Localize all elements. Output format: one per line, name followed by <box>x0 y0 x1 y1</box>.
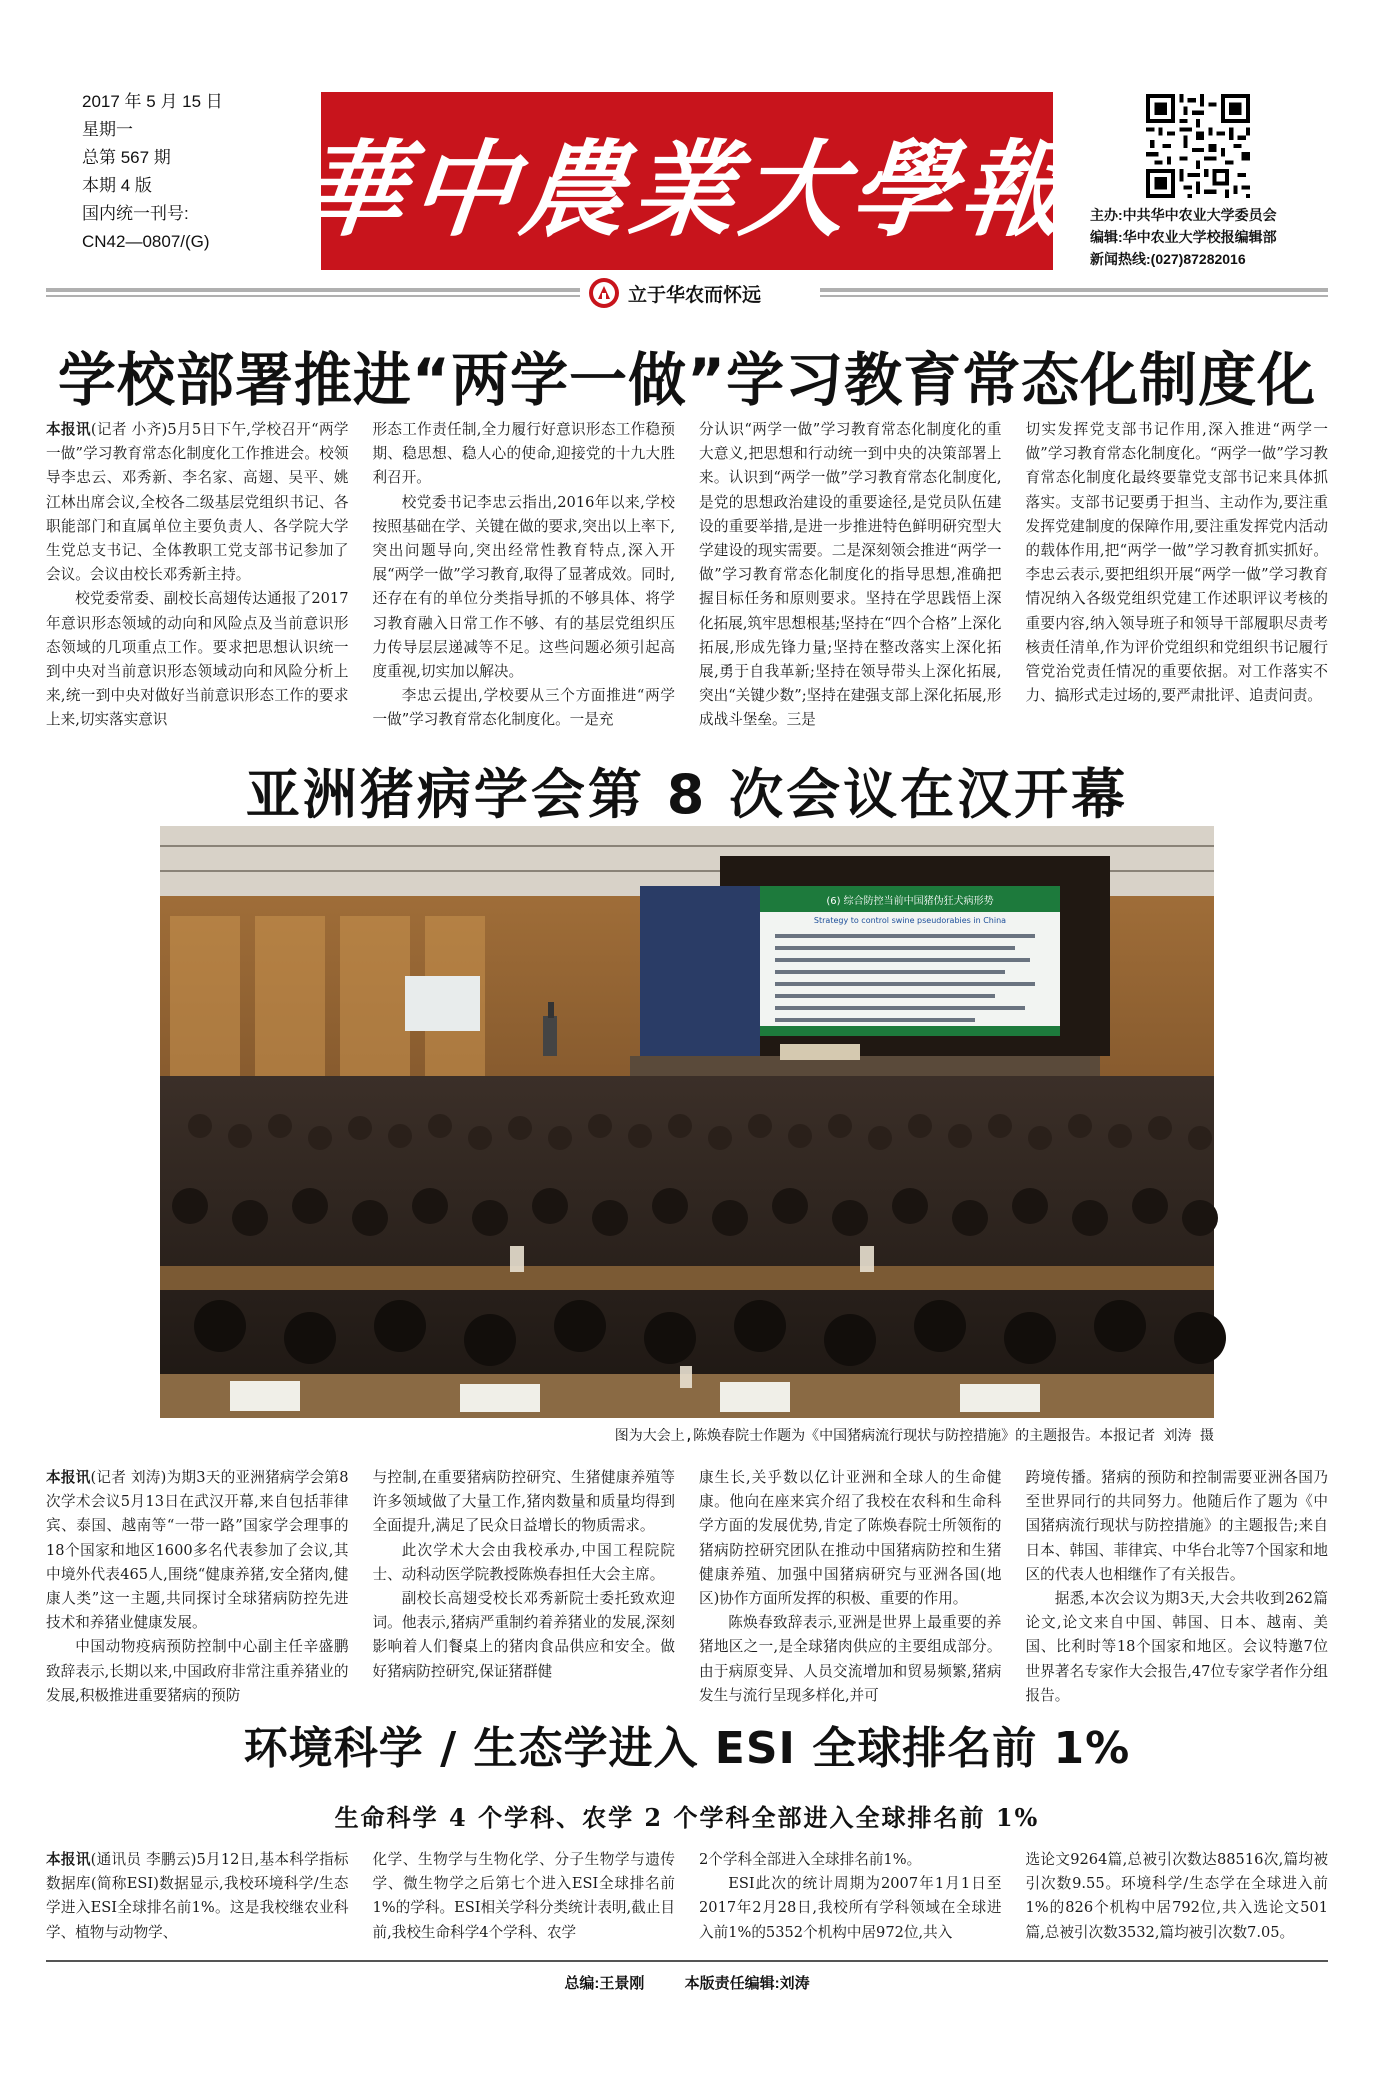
photo-caption: 图为大会上,陈焕春院士作题为《中国猪病流行现状与防控措施》的主题报告。本报记者 刘涛 摄 <box>614 1428 1214 1444</box>
article2-column-4 <box>1026 1466 1329 1708</box>
article2-paragraph: 跨境传播。猪病的预防和控制需要亚洲各国乃至世界同行的共同努力。他随后作了题为《中国猪病流行现状与防控措施》的主题报告;来自日本、韩国、菲律宾、中华台北等7个国家和地区的代表人也相继作了有关报告。 <box>1025 1469 1328 1583</box>
article2-column-2 <box>373 1466 676 1708</box>
article1-paragraph <box>46 418 349 587</box>
article3-column-1 <box>46 1848 349 1952</box>
article3-text: 5月12日,基本科学指标数据库(简称ESI)数据显示,我校环境科学/生态学进入ESI全球排名前1%。这是我校继农业科学、植物与动物学、 <box>46 1851 349 1941</box>
article1-column-4 <box>1026 418 1329 718</box>
qr-code-icon <box>1146 94 1250 198</box>
article2-paragraph: 副校长高翅受校长邓秀新院士委托致欢迎词。他表示,猪病严重制约着养猪业的发展,深刻影响着人们餐桌上的猪肉食品供应和安全。做好猪病防控研究,保证猪群健 <box>372 1590 675 1680</box>
article3-paragraph: 2个学科全部进入全球排名前1%。 <box>699 1851 922 1868</box>
university-emblem-icon <box>588 277 620 309</box>
logo-text: 華中農業大學報 <box>294 128 1078 251</box>
article2-paragraph: 据悉,本次会议为期3天,大会共收到262篇论文,论文来自中国、韩国、日本、越南、美国、比利时等18个国家和地区。会议特邀7位世界著名专家作大会报告,47位专家学者作分组报告。 <box>1025 1590 1328 1704</box>
article2-paragraph <box>46 1466 349 1635</box>
article3-headline: 环境科学 / 生态学进入 ESI 全球排名前 1% <box>243 1723 1131 1774</box>
article2-byline: (记者 刘涛) <box>90 1469 167 1486</box>
slide-subtitle: Strategy to control swine pseudorabies in China <box>813 916 1007 925</box>
footer-page-editor: 本版责任编辑:刘涛 <box>684 1975 810 1992</box>
article1-byline: (记者 小齐) <box>90 421 168 438</box>
article1-column-3 <box>699 418 1002 729</box>
article3-subheadline: 生命科学 4 个学科、农学 2 个学科全部进入全球排名前 1% <box>334 1803 1040 1832</box>
article3-paragraph: 选论文9264篇,总被引次数达88516次,篇均被引次数9.55。环境科学/生态学在全球进入前1%的826个机构中居792位,共入选论文501篇,总被引次数3532,篇均被引次数7.05。 <box>1025 1851 1328 1941</box>
conference-photo <box>160 826 1214 1418</box>
issue-total-number: 总第 567 期 <box>82 148 171 167</box>
article1-paragraph: 校党委书记李忠云指出,2016年以来,学校按照基础在学、关键在做的要求,突出以上率下,突出问题导向,突出经常性教育特点,深入开展“两学一做”学习教育,取得了显著成效。同时,还存在有的单位分类指导抓的不够具体、将学习教育融入日常工作不够、有的基层党组织压力传导层层递减等不足。这些问题必须引起高度重视,切实加以解决。 <box>372 493 675 681</box>
issue-info <box>82 88 302 256</box>
article3-column-4 <box>1026 1848 1329 1952</box>
article1-column-2 <box>372 418 676 729</box>
issue-cn-label: 国内统一刊号: <box>82 204 189 223</box>
article3-paragraph: ESI此次的统计周期为2007年1月1日至2017年2月28日,我校所有学科领域在全球进入前1%的5352个机构中居972位,共入 <box>699 1875 1002 1941</box>
newspaper-logo <box>294 92 1078 270</box>
publisher-editor: 编辑:华中农业大学校报编辑部 <box>1090 229 1277 245</box>
article1-headline: 学校部署推进“两学一做”学习教育常态化制度化 <box>57 346 1317 414</box>
article3-lead: 本报讯 <box>46 1851 91 1868</box>
masthead <box>0 0 1374 300</box>
issue-cn-number: CN42—0807/(G) <box>82 232 210 251</box>
article3-paragraph: 化学、生物学与生物化学、分子生物学与遗传学、微生物学之后第七个进入ESI全球排名前1%的学科。ESI相关学科分类统计表明,截止目前,我校生命科学4个学科、农学 <box>372 1851 675 1941</box>
article1-paragraph: 李忠云提出,学校要从三个方面推进“两学一做”学习教育常态化制度化。一是充 <box>372 687 675 729</box>
bottom-divider <box>46 1960 1328 1962</box>
conference-photo-illustration <box>160 826 1214 1418</box>
article2-column-1 <box>46 1466 349 1708</box>
article1-lead: 本报讯 <box>46 421 91 438</box>
article3-column-2 <box>373 1848 676 1952</box>
article2-paragraph: 中国动物疫病预防控制中心副主任辛盛鹏致辞表示,长期以来,中国政府非常注重养猪业的发展,积极推进重要猪病的预防 <box>46 1638 349 1704</box>
issue-weekday: 星期一 <box>82 120 133 139</box>
side-screen <box>405 976 480 1031</box>
article3-body <box>46 1848 1328 1952</box>
article1-text: 5月5日下午,学校召开“两学一做”学习教育常态化制度化工作推进会。校领导李忠云、邓秀新、李名家、高翅、吴平、姚江林出席会议,全校各二级基层党组织书记、各职能部门和直属单位主要负责人、各学院大学生党总支书记、全体教职工党支部书记参加了会议。会议由校长邓秀新主持。 <box>46 421 349 584</box>
motto-band <box>580 276 820 310</box>
publisher-hotline: 新闻热线:(027)87282016 <box>1090 251 1246 267</box>
article2-lead: 本报讯 <box>46 1469 91 1486</box>
footer-chief-editor: 总编:王景刚 <box>564 1975 645 1992</box>
slide-title: (6) 综合防控当前中国猪伪狂犬病形势 <box>826 896 994 907</box>
article3-byline: (通讯员 李鹏云) <box>90 1851 197 1868</box>
issue-date: 2017 年 5 月 15 日 <box>82 92 223 111</box>
article2-paragraph: 此次学术大会由我校承办,中国工程院院士、动科动医学院教授陈焕春担任大会主席。 <box>372 1541 675 1583</box>
article1-column-1 <box>46 418 349 729</box>
article3-paragraph <box>46 1848 349 1945</box>
article2-text: 为期3天的亚洲猪病学会第8次学术会议5月13日在武汉开幕,来自包括菲律宾、泰国、越南等“一带一路”国家学会理事的18个国家和地区1600多名代表参加了会议,其中境外代表465人,围绕“健康养猪,安全猪肉,健康人类”这一主题,共同探讨全球猪病防控先进技术和养猪业健康发展。 <box>46 1469 349 1632</box>
article2-paragraph: 与控制,在重要猪病防控研究、生猪健康养殖等许多领域做了大量工作,猪肉数量和质量均得到全面提升,满足了民众日益增长的物质需求。 <box>372 1469 675 1535</box>
article1-paragraph: 分认识“两学一做”学习教育常态化制度化的重大意义,把思想和行动统一到中央的决策部署上来。认识到“两学一做”学习教育常态化制度化,是党的思想政治建设的重要途径,是党员队伍建设的重要举措,是进一步推进特色鲜明研究型大学建设的现实需要。二是深刻领会推进“两学一做”学习教育常态化制度化的指导思想,准确把握目标任务和原则要求。坚持在学思践悟上深化拓展,筑牢思想根基;坚持在“四个合格”上深化拓展,形成先锋力量;坚持在整改落实上深化拓展,勇于自我革新;坚持在领导带头上深化拓展,突出“关键少数”;坚持在建强支部上深化拓展,形成战斗堡垒。三是 <box>699 421 1002 729</box>
article2-body <box>46 1466 1328 1708</box>
article2-paragraph: 康生长,关乎数以亿计亚洲和全球人的生命健康。他向在座来宾介绍了我校在农科和生命科学方面的发展优势,肯定了陈焕春院士所领衔的猪病防控研究团队在推动中国猪病防控和生猪健康养殖、加强中国猪病研究与亚洲各国(地区)协作方面所发挥的积极、重要的作用。 <box>699 1469 1002 1608</box>
motto-text: 立于华农而怀远 <box>628 284 762 306</box>
article1-body <box>46 418 1328 729</box>
article2-column-3 <box>699 1466 1002 1708</box>
article2-paragraph: 陈焕春致辞表示,亚洲是世界上最重要的养猪地区之一,是全球猪肉供应的主要组成部分。由于病原变异、人员交流增加和贸易频繁,猪病发生与流行呈现多样化,并可 <box>699 1614 1002 1704</box>
issue-page-count: 本期 4 版 <box>82 176 152 195</box>
publisher-sponsor: 主办:中共华中农业大学委员会 <box>1090 207 1277 223</box>
article1-paragraph: 切实发挥党支部书记作用,深入推进“两学一做”学习教育常态化制度化。“两学一做”学习教育常态化制度化最终要靠党支部书记来具体抓落实。支部书记要勇于担当、主动作为,要注重发挥党建制度的保障作用,要注重发挥党内活动的载体作用,把“两学一做”学习教育抓实抓好。李忠云表示,要把组织开展“两学一做”学习教育情况纳入各级党组织党建工作述职评议考核的重要内容,纳入领导班子和领导干部履职尽责考核责任清单,作为评价党组织和党组织书记履行管党治党责任情况的重要依据。对工作落实不力、搞形式走过场的,要严肃批评、追责问责。 <box>1025 421 1328 705</box>
page-footer <box>0 1972 1374 1993</box>
article1-paragraph: 形态工作责任制,全力履行好意识形态工作稳预期、稳思想、稳人心的使命,迎接党的十九大胜利召开。 <box>372 421 675 487</box>
publisher-info <box>1090 204 1340 270</box>
article2-headline: 亚洲猪病学会第 8 次会议在汉开幕 <box>245 763 1129 826</box>
article3-column-3 <box>699 1848 1002 1952</box>
article1-paragraph: 校党委常委、副校长高翅传达通报了2017年意识形态领域的动向和风险点及当前意识形态领域的几项重点工作。要求把思想认识统一到中央对当前意识形态领域动向和风险分析上来,统一到中央对做好当前意识形态工作的要求上来,切实落实意识 <box>46 590 349 729</box>
presentation-screen <box>760 886 1060 1036</box>
